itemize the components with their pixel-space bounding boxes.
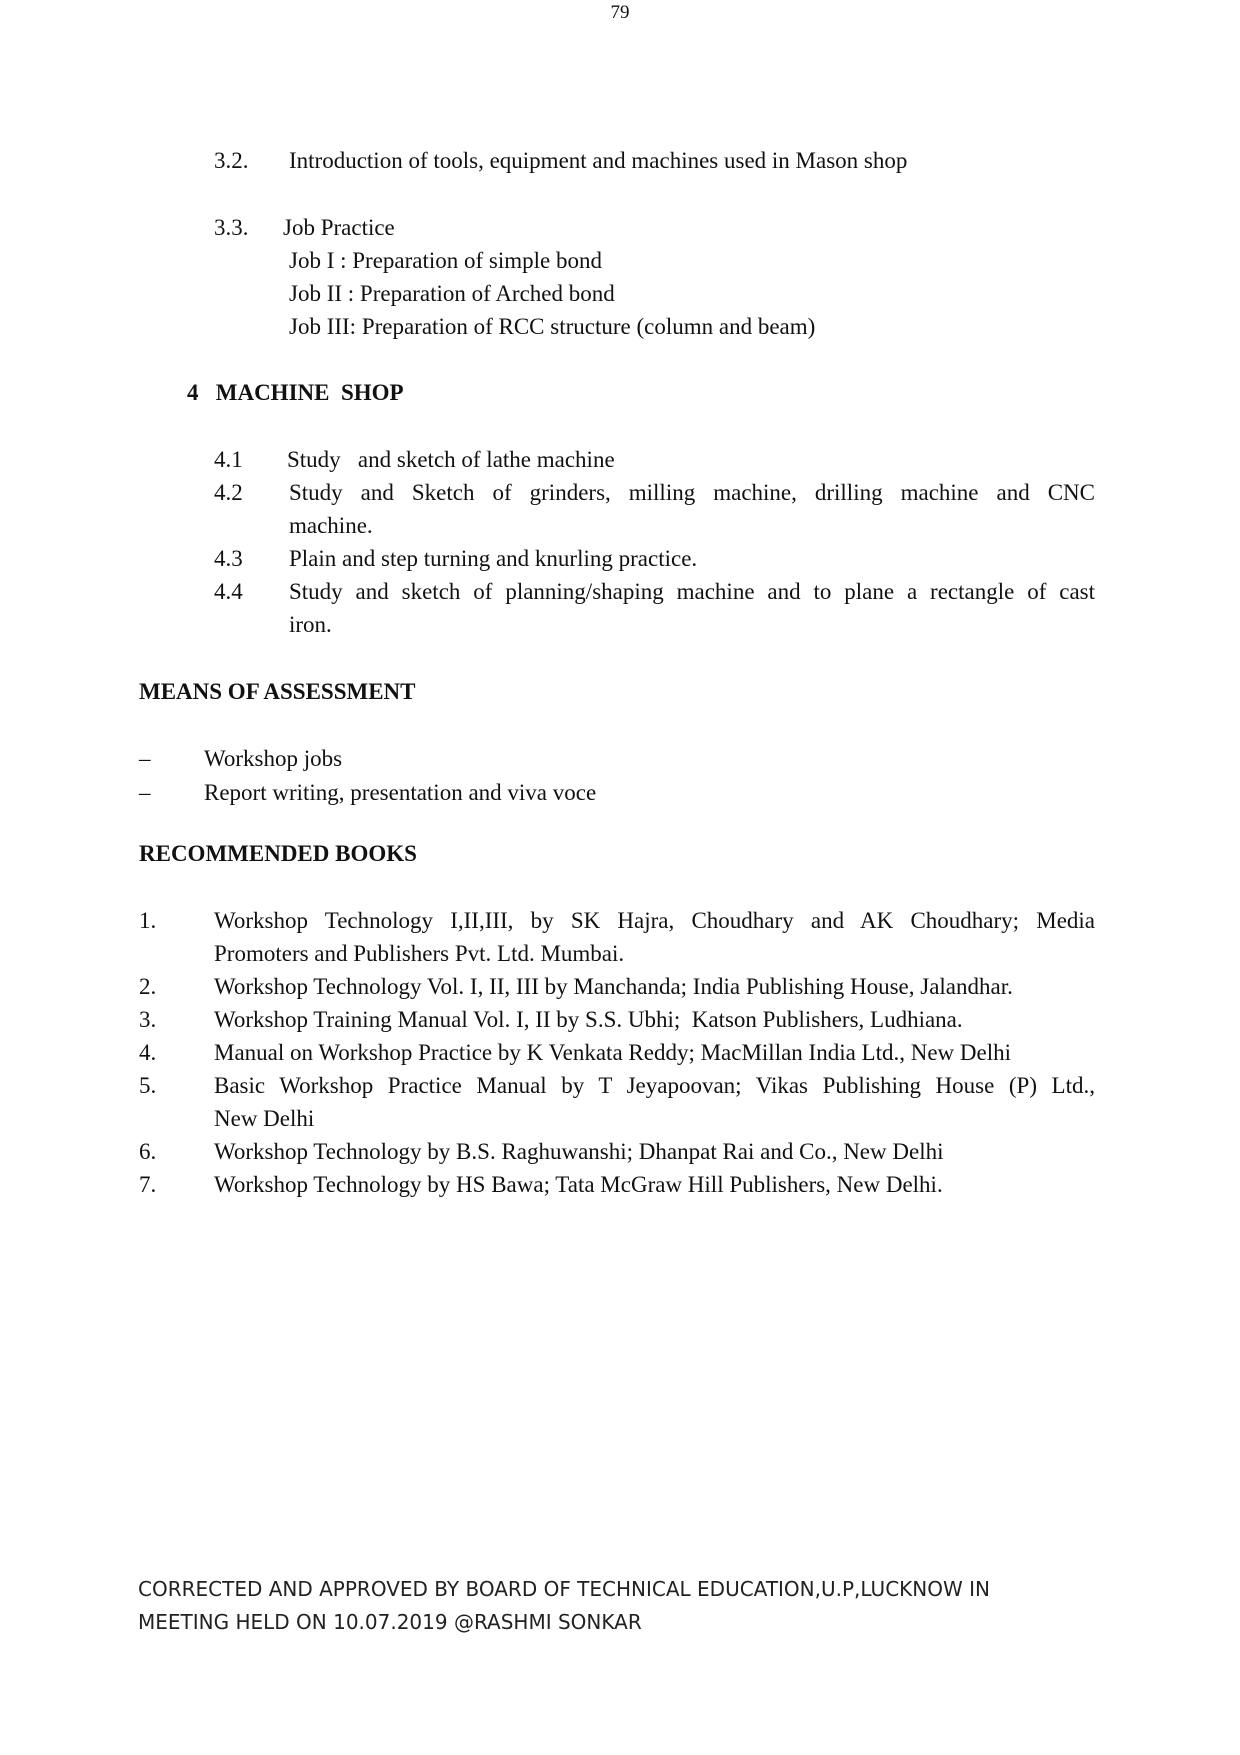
item-text: Report writing, presentation and viva voce [204,780,597,805]
section-heading-machine-shop: 4 MACHINE SHOP [187,380,404,405]
footer-line: MEETING HELD ON 10.07.2019 @RASHMI SONKAR [138,1610,642,1634]
item-text: Job Practice [283,215,395,240]
footer-line: CORRECTED AND APPROVED BY BOARD OF TECHNICAL EDUCATION,U.P,LUCKNOW IN [138,1577,990,1601]
item-text: Manual on Workshop Practice by K Venkata Reddy; MacMillan India Ltd., New Delhi [214,1040,1012,1065]
job-line: Job I : Preparation of simple bond [289,248,603,273]
item-number: 1. [139,908,157,933]
item-text: Study and Sketch of grinders, milling machine, drilling machine and CNC [289,480,1095,505]
dash-bullet: – [139,746,151,771]
item-text: Study and sketch of lathe machine [287,447,615,472]
item-text: Workshop Technology Vol. I, II, III by Manchanda; India Publishing House, Jalandhar. [214,974,1013,999]
job-line: Job II : Preparation of Arched bond [289,281,615,306]
item-text: Workshop jobs [204,746,343,771]
item-number: 5. [139,1073,157,1098]
item-number: 4.1 [214,447,243,472]
section-heading-assessment: MEANS OF ASSESSMENT [139,679,416,704]
item-text: Basic Workshop Practice Manual by T Jeyapoovan; Vikas Publishing House (P) Ltd., [214,1073,1095,1098]
item-text: Workshop Technology I,II,III, by SK Hajra, Choudhary and AK Choudhary; Media [214,908,1095,933]
item-number: 7. [139,1172,157,1197]
item-number: 3. [139,1007,157,1032]
section-heading-books: RECOMMENDED BOOKS [139,841,417,866]
footer-approval-note [138,1573,990,1639]
item-text: Workshop Training Manual Vol. I, II by S.S. Ubhi; Katson Publishers, Ludhiana. [214,1007,963,1032]
job-line: Job III: Preparation of RCC structure (column and beam) [289,314,816,339]
item-number: 4.2 [214,480,243,505]
dash-bullet: – [139,780,151,805]
item-number: 3.3. [214,215,249,240]
item-text-continued: iron. [289,612,332,637]
item-text: Study and sketch of planning/shaping machine and to plane a rectangle of cast [289,579,1095,604]
item-text: Plain and step turning and knurling practice. [289,546,698,571]
item-number: 3.2. [214,148,249,173]
item-text-continued: New Delhi [214,1106,315,1131]
item-text: Workshop Technology by HS Bawa; Tata McGraw Hill Publishers, New Delhi. [214,1172,943,1197]
item-number: 4.3 [214,546,243,571]
item-text: Workshop Technology by B.S. Raghuwanshi; Dhanpat Rai and Co., New Delhi [214,1139,944,1164]
item-text-continued: Promoters and Publishers Pvt. Ltd. Mumbai. [214,941,625,966]
item-number: 6. [139,1139,157,1164]
item-text: Introduction of tools, equipment and machines used in Mason shop [289,148,908,173]
item-number: 2. [139,974,157,999]
item-number: 4. [139,1040,157,1065]
page-number: 79 [610,2,630,23]
item-number: 4.4 [214,579,243,604]
item-text-continued: machine. [289,513,373,538]
